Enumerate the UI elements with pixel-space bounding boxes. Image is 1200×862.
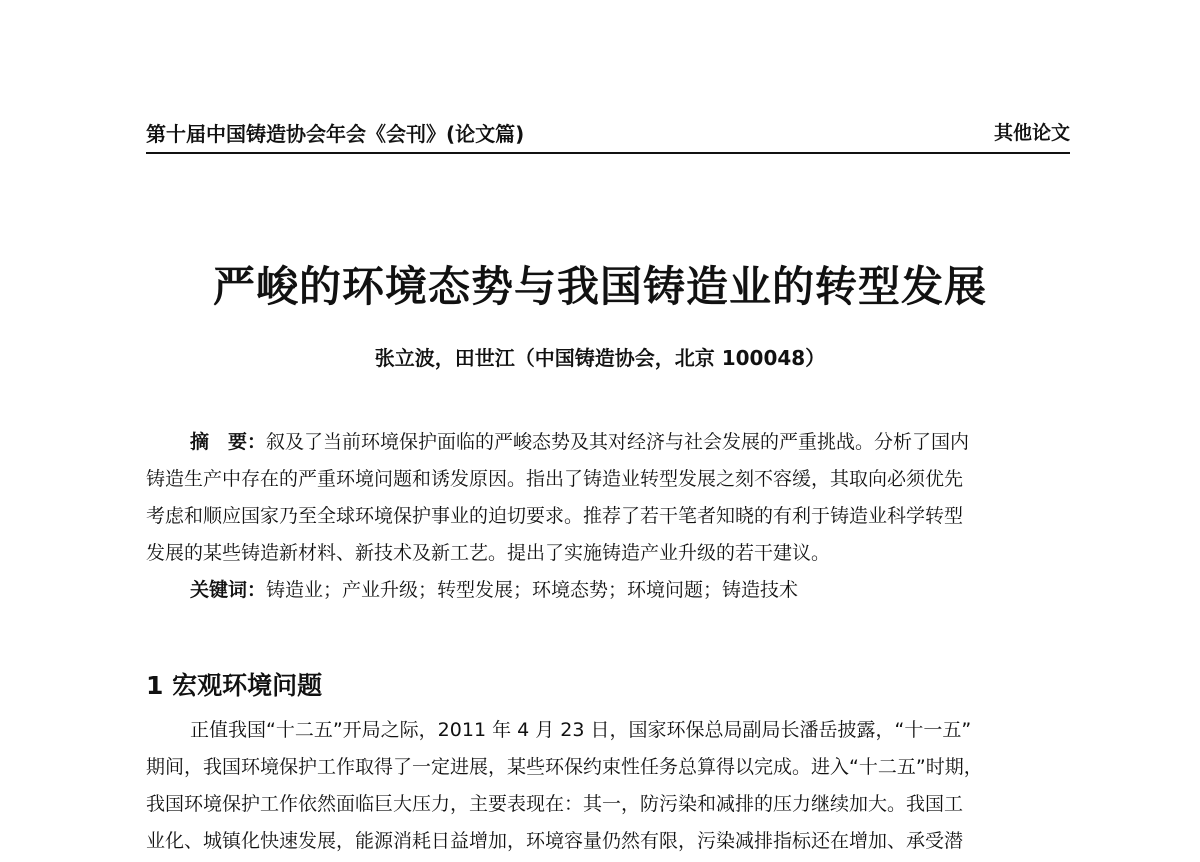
header-rule xyxy=(146,152,1070,154)
abstract-label: 摘 要： xyxy=(190,431,267,453)
section-body xyxy=(146,712,1070,860)
abstract-text: 叙及了当前环境保护面临的严峻态势及其对经济与社会发展的严重挑战。分析了国内 xyxy=(266,431,970,453)
body-line-2: 期间，我国环境保护工作取得了一定进展，某些环保约束性任务总算得以完成。进入“十二五”时期， xyxy=(146,756,983,778)
abstract-line-4: 发展的某些铸造新材料、新技术及新工艺。提出了实施铸造产业升级的若干建议。 xyxy=(146,542,831,564)
abstract-block xyxy=(146,424,1070,609)
keywords-label: 关键词： xyxy=(190,579,267,601)
body-line-1: 正值我国“十二五”开局之际，2011 年 4 月 23 日，国家环保总局副局长潘岳披露，“十一五” xyxy=(190,719,972,741)
section-label: 其他论文 xyxy=(993,122,1070,144)
abstract-line-1 xyxy=(146,424,1070,461)
body-line-3: 我国环境保护工作依然面临巨大压力，主要表现在：其一，防污染和减排的压力继续加大。我国工 xyxy=(146,793,964,815)
abstract-line-2: 铸造生产中存在的严重环境问题和诱发原因。指出了铸造业转型发展之刻不容缓，其取向必须优先 xyxy=(146,468,964,490)
running-header xyxy=(146,118,1070,150)
section-heading: 1 宏观环境问题 xyxy=(146,671,323,700)
keywords-text: 铸造业；产业升级；转型发展；环境态势；环境问题；铸造技术 xyxy=(266,579,799,601)
body-line-4: 业化、城镇化快速发展，能源消耗日益增加，环境容量仍然有限，污染减排指标还在增加、承受潜 xyxy=(146,830,964,852)
journal-title: 第十届中国铸造协会年会《会刊》(论文篇) xyxy=(146,122,525,146)
abstract-line-3: 考虑和顺应国家乃至全球环境保护事业的迫切要求。推荐了若干笔者知晓的有利于铸造业科学转型 xyxy=(146,505,964,527)
author-byline: 张立波，田世江（中国铸造协会，北京 100048） xyxy=(374,346,826,370)
paper-title: 严峻的环境态势与我国铸造业的转型发展 xyxy=(212,262,987,311)
keywords-line xyxy=(146,572,1070,609)
